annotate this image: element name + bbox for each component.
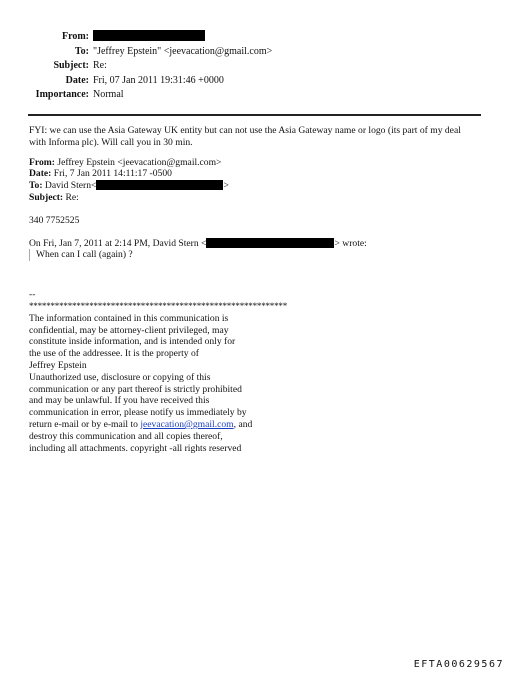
subject-label: Subject: xyxy=(53,60,89,71)
email-link[interactable]: jeevacation@gmail.com xyxy=(140,418,234,430)
disclaimer-line: including all attachments. copyright -all rights reserved xyxy=(29,442,242,454)
to-label: To: xyxy=(74,45,89,57)
body-line: with Informa plc). Will call you in 30 min. xyxy=(29,136,193,148)
header-subject-row xyxy=(0,59,512,74)
on-wrote-prefix: On Fri, Jan 7, 2011 at 2:14 PM, David Stern < xyxy=(29,237,207,249)
date-value: Fri, 07 Jan 2011 19:31:46 +0000 xyxy=(93,74,224,86)
link-suffix: , and xyxy=(233,418,253,430)
disclaimer-line: confidential, may be attorney-client privileged, may xyxy=(29,324,229,336)
link-prefix: return e-mail or by e-mail to xyxy=(29,418,141,430)
quoted-subject-value: Re: xyxy=(65,191,79,203)
phone-number: 340 7752525 xyxy=(29,214,80,226)
on-wrote-suffix: > wrote: xyxy=(334,237,367,249)
quoted-from-label: From: xyxy=(29,156,55,168)
disclaimer-line: Jeffrey Epstein xyxy=(29,359,87,371)
to-value: "Jeffrey Epstein" <jeevacation@gmail.com> xyxy=(93,45,273,57)
signature-stars: ************************************************************ xyxy=(29,300,288,311)
quoted-date-row xyxy=(29,168,489,180)
email-header xyxy=(0,30,512,103)
quoted-to-label: To: xyxy=(29,180,43,192)
date-label: Date: xyxy=(65,74,89,86)
header-divider xyxy=(28,114,481,116)
signature-dashes: -- xyxy=(29,289,36,301)
quoted-from-row xyxy=(29,157,489,169)
quoted-to-prefix: David Stern< xyxy=(44,180,97,192)
header-date-row xyxy=(0,74,512,89)
header-to-row xyxy=(0,45,512,60)
importance-label: Importance: xyxy=(35,89,89,100)
header-from-row xyxy=(0,30,512,45)
redaction-box xyxy=(93,30,205,41)
disclaimer-line: constitute inside information, and is intended only for xyxy=(29,336,236,348)
importance-value: Normal xyxy=(93,89,124,100)
on-wrote-line xyxy=(29,238,489,250)
redaction-box xyxy=(206,238,334,248)
disclaimer-line: the use of the addressee. It is the property of xyxy=(29,348,199,360)
redaction-box xyxy=(96,180,223,190)
body-line: FYI: we can use the Asia Gateway UK entity but can not use the Asia Gateway name or logo (its part of my deal xyxy=(29,125,461,136)
quoted-text: When can I call (again) ? xyxy=(29,249,489,261)
quoted-to-suffix: > xyxy=(223,180,229,192)
disclaimer-line: communication in error, please notify us immediately by xyxy=(29,407,247,419)
quoted-date-label: Date: xyxy=(29,168,52,180)
from-label: From: xyxy=(61,31,89,42)
disclaimer-line: The information contained in this communication is xyxy=(29,312,229,324)
disclaimer-line: communication or any part thereof is strictly prohibited xyxy=(29,383,242,395)
quoted-from-value: Jeffrey Epstein <jeevacation@gmail.com> xyxy=(57,156,222,168)
disclaimer-line: and may be unlawful. If you have received this xyxy=(29,395,210,407)
quoted-date-value: Fri, 7 Jan 2011 14:11:17 -0500 xyxy=(53,168,172,180)
document-id: EFTA00629567 xyxy=(413,659,504,670)
header-importance-row xyxy=(0,88,512,103)
disclaimer-line: Unauthorized use, disclosure or copying of this xyxy=(29,371,211,383)
disclaimer-link-line xyxy=(29,419,489,431)
email-body xyxy=(29,125,489,454)
quoted-subject-row xyxy=(29,192,489,204)
subject-value: Re: xyxy=(93,60,107,71)
quoted-subject-label: Subject: xyxy=(29,191,64,203)
disclaimer-line: destroy this communication and all copies thereof, xyxy=(29,430,223,442)
quoted-to-row xyxy=(29,180,489,192)
